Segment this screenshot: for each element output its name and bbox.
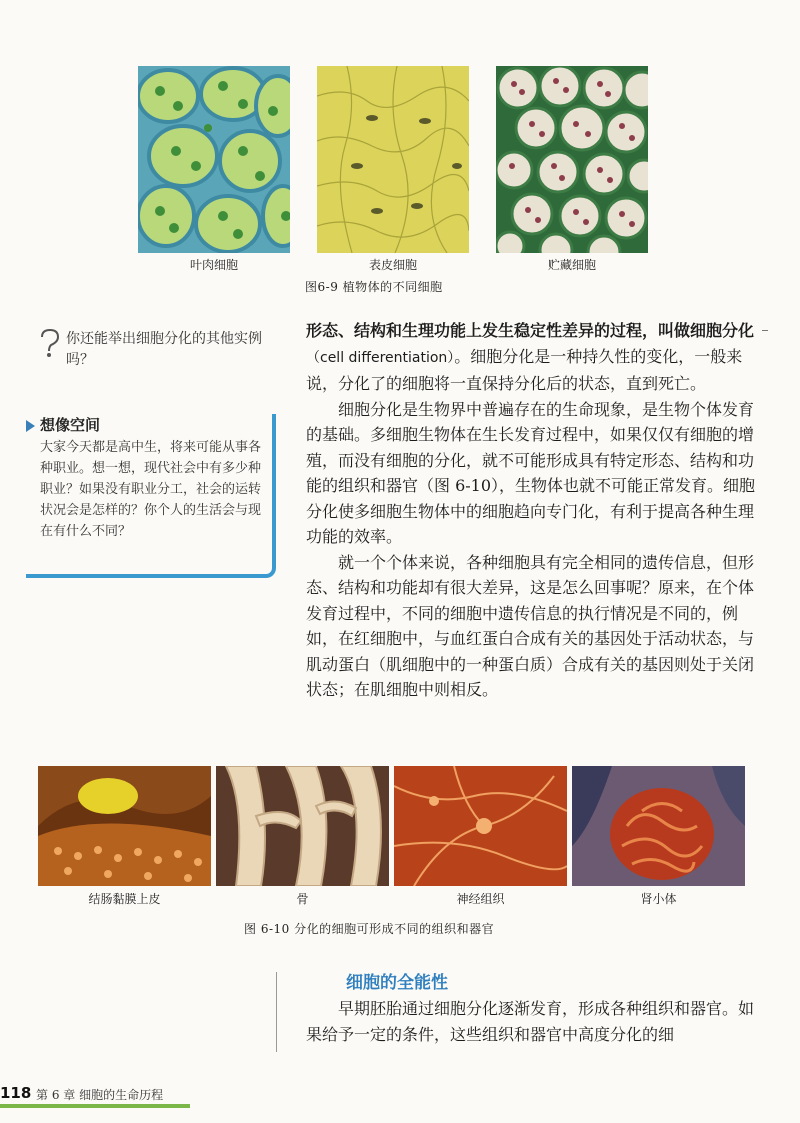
sidebar-text: 大家今天都是高中生，将来可能从事各种职业。想一想，现代社会中有多少种职业？如果没有职业分工，社会的运转状况会是怎样的？你个人的生活会与现在有什么不同？ xyxy=(40,440,262,539)
storage-cell-photo xyxy=(496,66,648,253)
section-paragraph: 早期胚胎通过细胞分化逐渐发育，形成各种组织和器官。如果给予一定的条件，这些组织和器官中高度分化的细 xyxy=(306,999,755,1044)
sidebar-title: 想像空间 xyxy=(40,416,101,434)
main-text-block xyxy=(306,318,758,703)
paragraph-definition xyxy=(306,318,758,397)
mesophyll-cell-photo xyxy=(138,66,290,253)
caption-glomerulus: 肾小体 xyxy=(640,892,677,906)
caption-mesophyll-cell: 叶肉细胞 xyxy=(189,258,238,272)
figure-6-10-caption: 图 6-10 分化的细胞可形成不同的组织和器官 xyxy=(244,922,495,936)
paragraph-2: 细胞分化是生物界中普遍存在的生命现象，是生物个体发育的基础。多细胞生物体在生长发育过程中，如果仅仅有细胞的增殖，而没有细胞的分化，就不可能形成具有特定形态、结构和功能的组织和器官（图 6-10），生物体也就不可能正常发育。细胞分化使多细胞生物体中的细胞趋向专门化，有利于提高各种生理功能的效率。 xyxy=(306,399,756,546)
caption-epidermal-cell: 表皮细胞 xyxy=(368,258,417,272)
bone-photo xyxy=(216,766,389,886)
definition-rest: 。细胞分化是一种持久性的变化，一般来说，分化了的细胞将一直保持分化后的状态，直到死亡。 xyxy=(306,346,743,393)
question-mark-icon xyxy=(36,328,62,358)
figure-6-9-caption: 图6-9 植物体的不同细胞 xyxy=(305,280,443,294)
chapter-title: 第 6 章 细胞的生命历程 xyxy=(36,1088,164,1102)
section-text-block xyxy=(306,996,758,1047)
nerve-tissue-photo xyxy=(394,766,567,886)
caption-bone: 骨 xyxy=(296,892,309,906)
section-divider xyxy=(276,972,277,1052)
section-title: 细胞的全能性 xyxy=(346,973,448,993)
caption-colon-mucosa: 结肠黏膜上皮 xyxy=(88,892,161,906)
definition-term: 形态、结构和生理功能上发生稳定性差异的过程，叫做细胞分化 xyxy=(306,321,755,340)
english-term: （cell differentiation） xyxy=(306,349,455,366)
page-number: 118 xyxy=(0,1084,32,1102)
colon-mucosa-photo xyxy=(38,766,211,886)
paragraph-3: 就一个个体来说，各种细胞具有完全相同的遗传信息，但形态、结构和功能却有很大差异，这是怎么回事呢？原来，在个体发育过程中，不同的细胞中遗传信息的执行情况是不同的，例如，在红细胞中，与血红蛋白合成有关的基因处于活动状态，与肌动蛋白（肌细胞中的一种蛋白质）合成有关的基因则处于关闭状态；在肌细胞中则相反。 xyxy=(306,552,755,699)
margin-question: 你还能举出细胞分化的其他实例吗？ xyxy=(66,331,262,368)
glomerulus-photo xyxy=(572,766,745,886)
footer-bar xyxy=(0,1104,190,1108)
margin-mark xyxy=(762,330,768,331)
caption-nerve-tissue: 神经组织 xyxy=(456,892,505,906)
caption-storage-cell: 贮藏细胞 xyxy=(547,258,596,272)
triangle-arrow-icon xyxy=(26,420,35,432)
epidermal-cell-photo xyxy=(317,66,469,253)
